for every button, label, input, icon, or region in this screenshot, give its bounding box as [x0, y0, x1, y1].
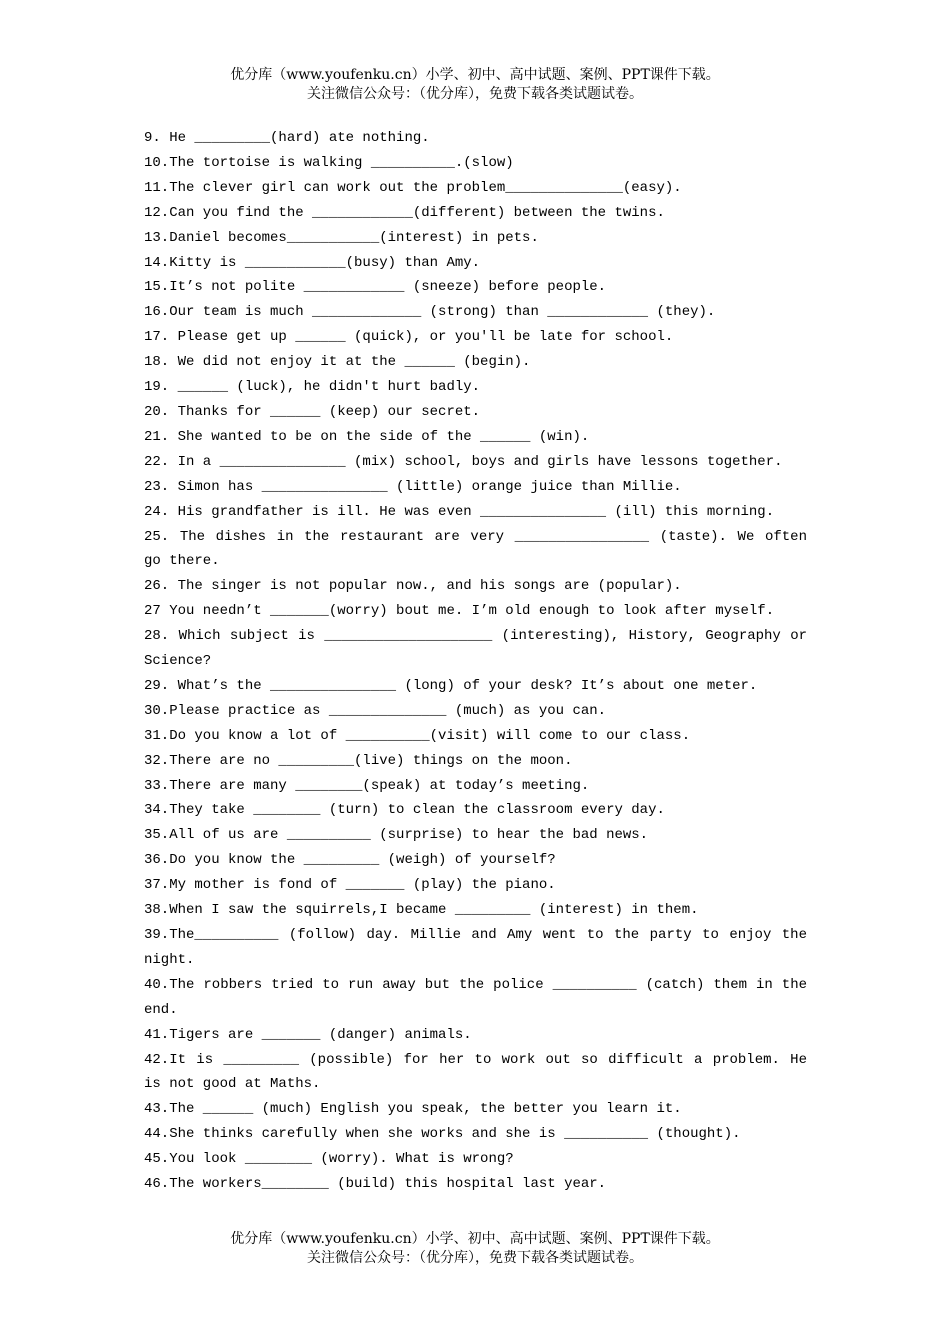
question-item: 29. What’s the _______________ (long) of your desk? It’s about one meter. — [144, 677, 758, 694]
question-item: 12.Can you find the ____________(different) between the twins. — [144, 204, 665, 221]
footer-line-1: 优分库（www.youfenku.cn）小学、初中、高中试题、案例、PPT课件下载。 — [230, 1231, 720, 1247]
question-item: 41.Tigers are _______ (danger) animals. — [144, 1026, 472, 1043]
question-item: 33.There are many ________(speak) at today’s meeting. — [144, 777, 590, 794]
question-item: 15.It’s not polite ____________ (sneeze) before people. — [144, 279, 607, 296]
question-list — [144, 126, 807, 1197]
question-item: 16.Our team is much _____________ (strong) than ____________ (they). — [144, 304, 716, 321]
question-item: 40.The robbers tried to run away but the police __________ (catch) them in the end. — [144, 976, 807, 1018]
header-line-2: 关注微信公众号：（优分库），免费下载各类试题试卷。 — [307, 86, 643, 102]
question-item: 26. The singer is not popular now., and his songs are (popular). — [144, 578, 682, 595]
question-item: 10.The tortoise is walking __________.(slow) — [144, 154, 514, 171]
question-item: 18. We did not enjoy it at the ______ (begin). — [144, 354, 531, 371]
question-item: 11.The clever girl can work out the problem______________(easy). — [144, 179, 682, 196]
page-footer — [0, 1230, 950, 1268]
question-item: 24. His grandfather is ill. He was even _______________ (ill) this morning. — [144, 503, 775, 520]
question-item: 25. The dishes in the restaurant are very ________________ (taste). We often go there. — [144, 528, 807, 570]
question-item: 14.Kitty is ____________(busy) than Amy. — [144, 254, 481, 271]
question-item: 27 You needn’t _______(worry) bout me. I’m old enough to look after myself. — [144, 603, 775, 620]
question-item: 38.When I saw the squirrels,I became _________ (interest) in them. — [144, 902, 699, 919]
question-item: 34.They take ________ (turn) to clean the classroom every day. — [144, 802, 665, 819]
question-item: 39.The__________ (follow) day. Millie and Amy went to the party to enjoy the night. — [144, 927, 807, 968]
question-item: 30.Please practice as ______________ (much) as you can. — [144, 702, 607, 719]
question-item: 9. He _________(hard) ate nothing. — [144, 130, 430, 146]
question-item: 28. Which subject is ____________________ (interesting), History, Geography or Science? — [144, 628, 807, 670]
question-item: 23. Simon has _______________ (little) orange juice than Millie. — [144, 478, 682, 495]
question-item: 22. In a _______________ (mix) school, boys and girls have lessons together. — [144, 453, 783, 470]
question-item: 37.My mother is fond of _______ (play) the piano. — [144, 877, 556, 894]
question-item: 43.The ______ (much) English you speak, the better you learn it. — [144, 1101, 682, 1118]
question-item: 44.She thinks carefully when she works and she is __________ (thought). — [144, 1126, 741, 1143]
question-item: 31.Do you know a lot of __________(visit) will come to our class. — [144, 727, 691, 744]
question-item: 17. Please get up ______ (quick), or you'll be late for school. — [144, 329, 674, 346]
question-item: 19. ______ (luck), he didn't hurt badly. — [144, 379, 481, 396]
footer-line-2: 关注微信公众号：（优分库），免费下载各类试题试卷。 — [307, 1250, 643, 1266]
question-item: 20. Thanks for ______ (keep) our secret. — [144, 403, 481, 420]
question-item: 36.Do you know the _________ (weigh) of yourself? — [144, 852, 556, 869]
question-item: 45.You look ________ (worry). What is wrong? — [144, 1151, 514, 1168]
question-item: 13.Daniel becomes___________(interest) in pets. — [144, 229, 539, 246]
header-line-1: 优分库（www.youfenku.cn）小学、初中、高中试题、案例、PPT课件下载。 — [230, 67, 720, 83]
question-item: 32.There are no _________(live) things on the moon. — [144, 752, 573, 769]
question-item: 35.All of us are __________ (surprise) to hear the bad news. — [144, 827, 649, 844]
question-item: 42.It is _________ (possible) for her to work out so difficult a problem. He is not good at Maths. — [144, 1051, 807, 1093]
question-item: 46.The workers________ (build) this hospital last year. — [144, 1176, 607, 1193]
question-item: 21. She wanted to be on the side of the ______ (win). — [144, 428, 590, 445]
page-header — [0, 66, 950, 104]
